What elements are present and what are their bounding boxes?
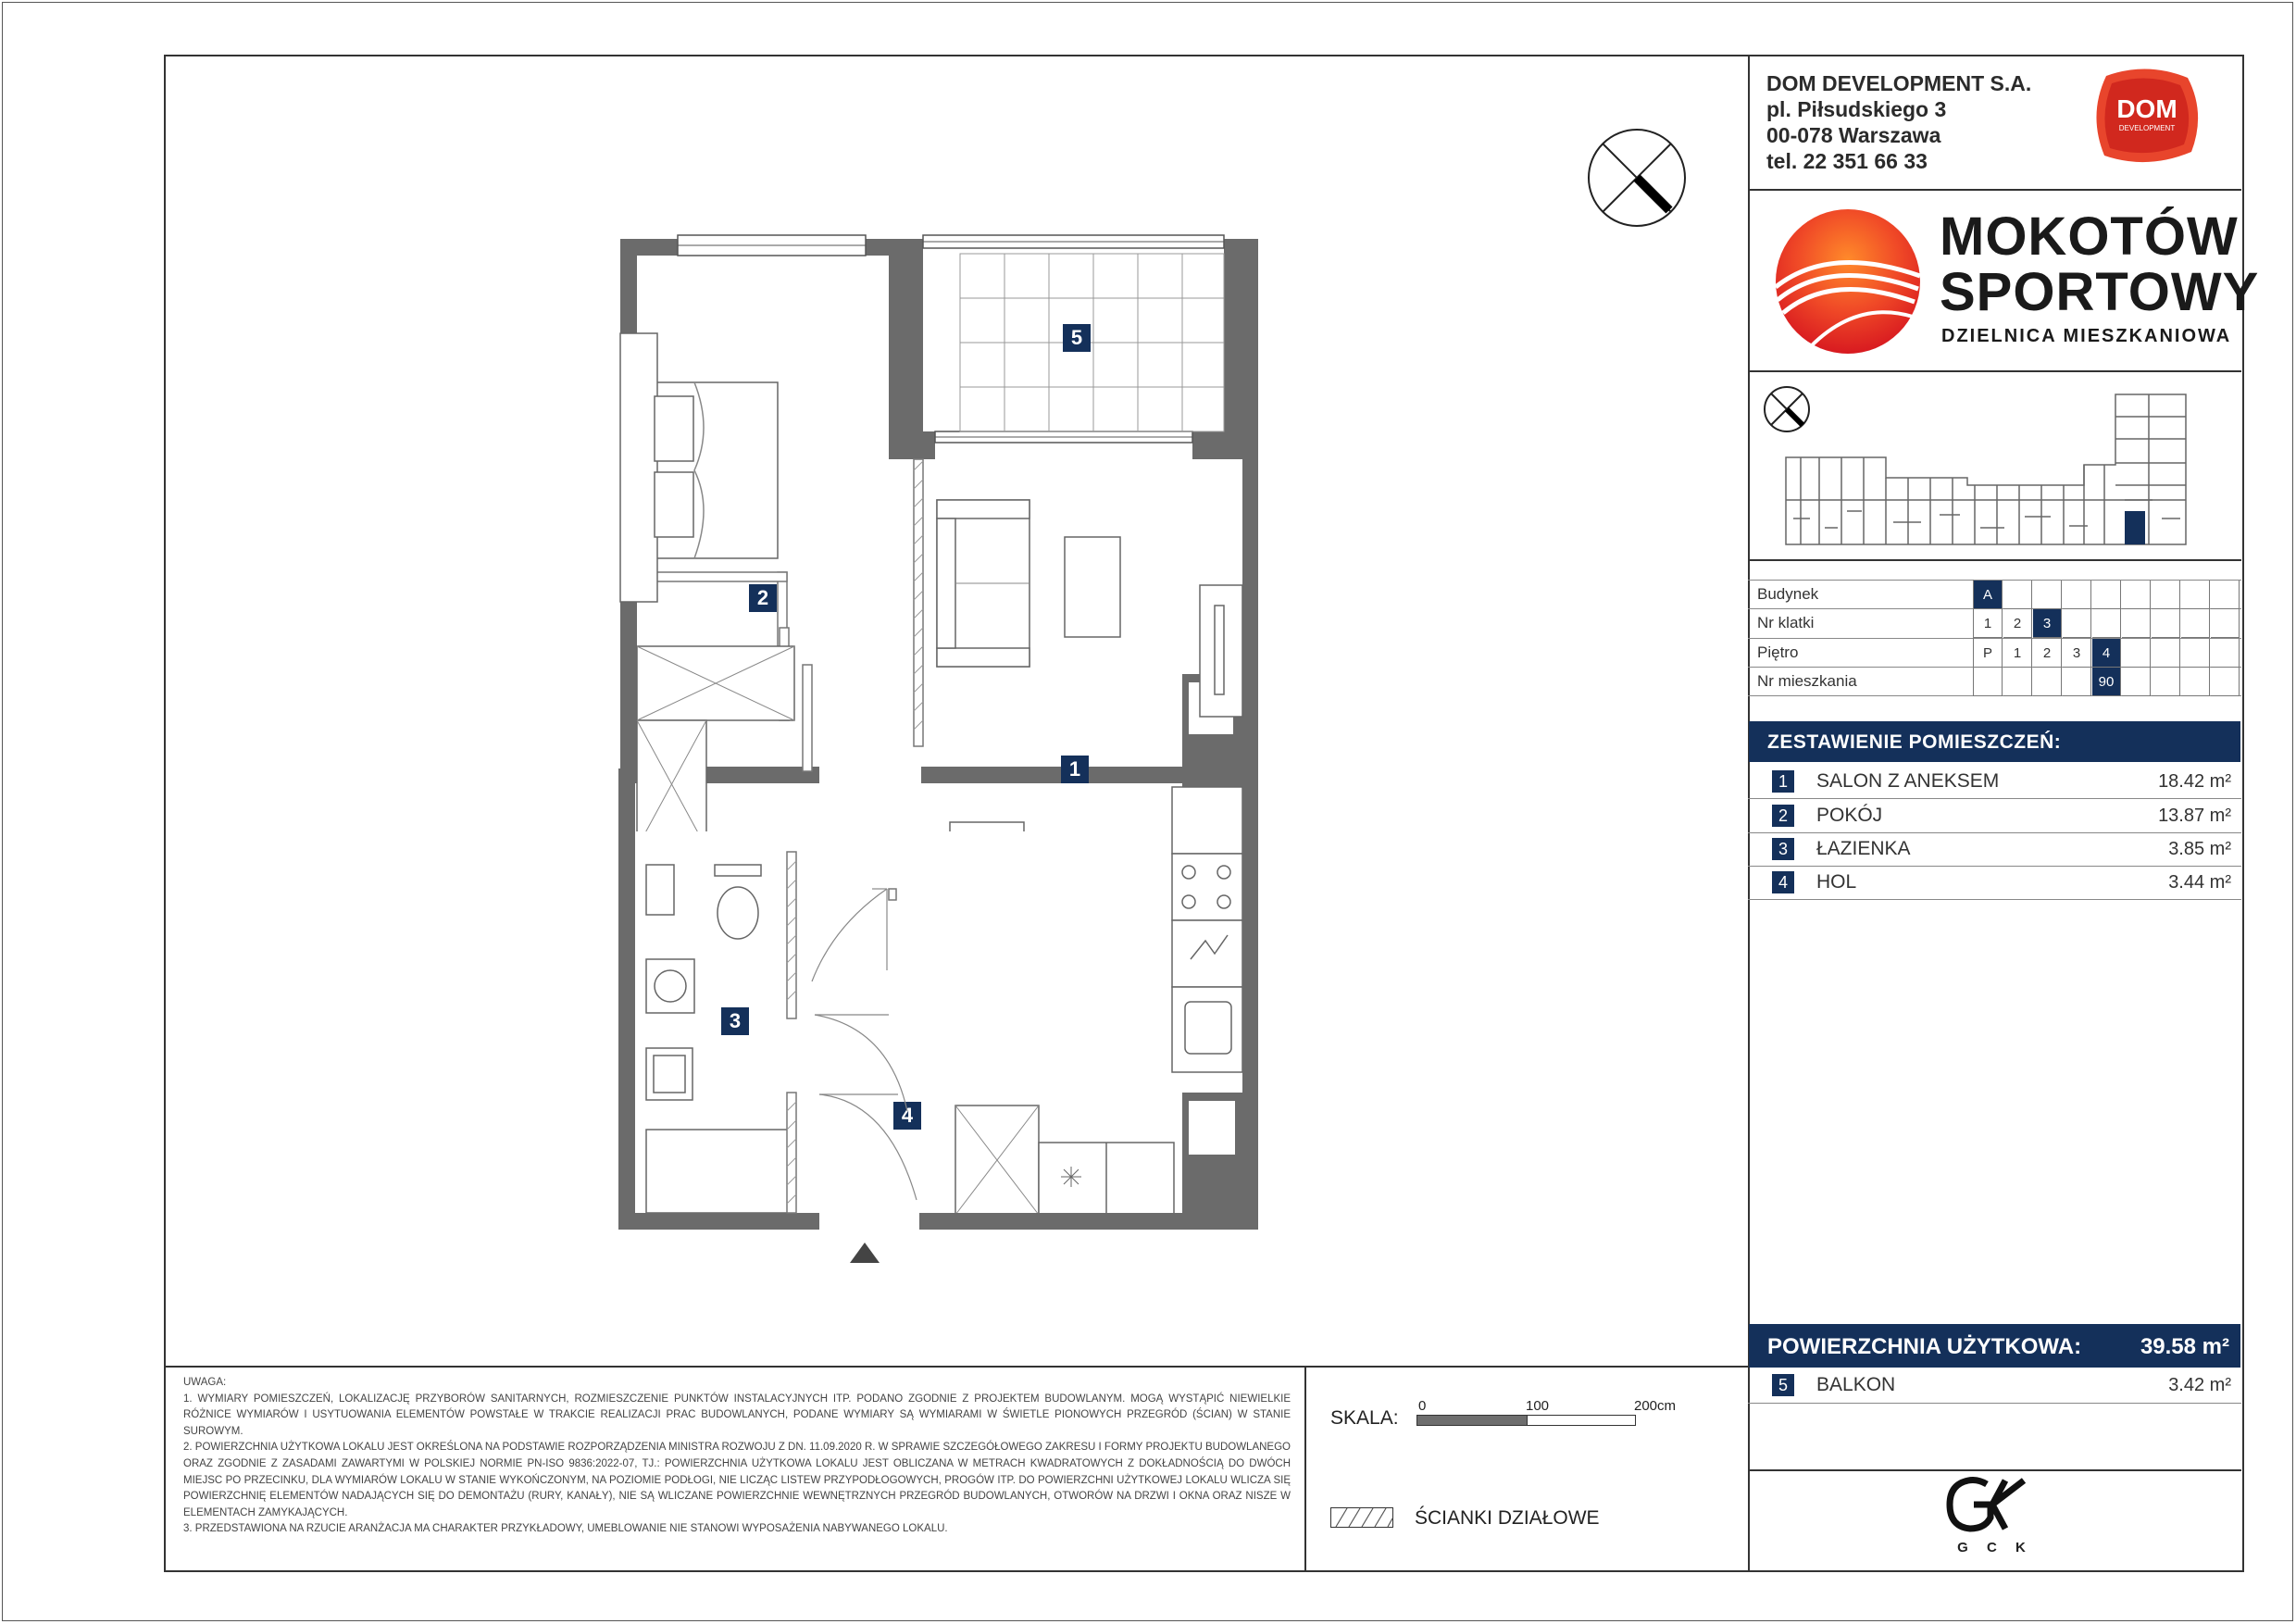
- scale-bar-filled: [1416, 1415, 1528, 1426]
- notes-block: [183, 1375, 1291, 1538]
- details-cell: [2211, 609, 2240, 638]
- dom-development-logo: [2088, 67, 2206, 167]
- details-cell: 2: [2033, 639, 2062, 668]
- scale-tick-0: 0: [1418, 1398, 1427, 1414]
- details-cell: [2122, 609, 2151, 638]
- table-line: [1973, 580, 1974, 696]
- room-3-number: 3: [1772, 838, 1794, 860]
- details-cell: [2152, 609, 2180, 638]
- total-area-bar: [1749, 1324, 2240, 1368]
- balcony-area: 3.42 m²: [2168, 1375, 2231, 1395]
- scale-divider: [1304, 1366, 1306, 1570]
- room-line: [1748, 1403, 2241, 1404]
- details-cell: [2033, 581, 2062, 609]
- partition-legend-label: ŚCIANKI DZIAŁOWE: [1415, 1507, 1600, 1529]
- details-cell: 3: [2063, 639, 2091, 668]
- room-2-number: 2: [1772, 805, 1794, 827]
- mokotow-logo-emblem: [1774, 207, 1922, 356]
- label-nr-klatki: Nr klatki: [1757, 614, 1815, 631]
- room-1-number: 1: [1772, 770, 1794, 793]
- scale-label: SKALA:: [1330, 1407, 1399, 1429]
- room-2-area: 13.87 m²: [2158, 806, 2231, 826]
- panel-line: [1748, 189, 2241, 191]
- project-name: [1940, 206, 2260, 322]
- company-info: [1766, 70, 2031, 174]
- details-cell: 1: [2003, 639, 2032, 668]
- details-cell: [2152, 639, 2180, 668]
- scale-tick-200: 200cm: [1634, 1398, 1677, 1414]
- total-area-label: POWIERZCHNIA UŻYTKOWA:: [1767, 1334, 2082, 1359]
- plan-tag-3: 3: [721, 1007, 749, 1035]
- building-key-plan: [1782, 389, 2190, 548]
- company-city: 00-078 Warszawa: [1766, 123, 1941, 147]
- plan-tag-5: 5: [1063, 324, 1091, 352]
- scale-bar-empty: [1527, 1415, 1636, 1426]
- details-cell: A: [1974, 581, 2003, 609]
- room-line: [1748, 798, 2241, 799]
- details-cell: [2033, 668, 2062, 696]
- scale-tick-100: 100: [1526, 1398, 1550, 1414]
- details-cell: [2092, 609, 2121, 638]
- label-pietro: Piętro: [1757, 643, 1799, 661]
- details-cell: [2181, 668, 2210, 696]
- notes-title: UWAGA:: [183, 1377, 227, 1388]
- details-cell: [2063, 668, 2091, 696]
- note-3: 3. PRZEDSTAWIONA NA RZUCIE ARANŻACJA MA CHARAKTER PRZYKŁADOWY, UMEBLOWANIE NIE STANOWI WYPOSAŻENIA NABYWANEGO LOKALU.: [183, 1523, 948, 1535]
- project-name-line1: MOKOTÓW: [1940, 206, 2239, 267]
- details-cell: [2122, 639, 2151, 668]
- room-2-name: POKÓJ: [1816, 805, 1883, 826]
- dom-logo-text: DOM: [2116, 94, 2177, 123]
- project-subtitle: DZIELNICA MIESZKANIOWA: [1941, 326, 2232, 346]
- gck-logo: [1944, 1477, 2046, 1560]
- total-area-value: 39.58 m²: [2140, 1334, 2229, 1359]
- details-cell: [2211, 581, 2240, 609]
- plan-tag-4: 4: [893, 1102, 921, 1130]
- details-cell: [2003, 668, 2032, 696]
- panel-line: [1748, 1469, 2241, 1471]
- label-nr-mieszkania: Nr mieszkania: [1757, 672, 1857, 690]
- details-cell: [2063, 609, 2091, 638]
- details-cell: [2152, 668, 2180, 696]
- company-street: pl. Piłsudskiego 3: [1766, 97, 1947, 121]
- details-cell: [2152, 581, 2180, 609]
- compass-icon: [1586, 127, 1688, 229]
- details-cell: [2181, 609, 2210, 638]
- partition-hatch-swatch: [1330, 1507, 1393, 1528]
- room-line: [1748, 866, 2241, 867]
- company-phone: tel. 22 351 66 33: [1766, 149, 1928, 173]
- dom-logo-subtext: DEVELOPMENT: [2118, 124, 2176, 132]
- details-cell: P: [1974, 639, 2003, 668]
- room-line: [1748, 832, 2241, 833]
- details-cell: 3: [2033, 609, 2062, 638]
- panel-line: [1748, 559, 2241, 561]
- room-1-area: 18.42 m²: [2158, 771, 2231, 792]
- floor-plan-lower: [611, 768, 1278, 1268]
- note-2: 2. POWIERZCHNIA UŻYTKOWA LOKALU JEST OKREŚLONA NA PODSTAWIE ROZPORZĄDZENIA MINISTRA ROZWOJU Z DN. 11.09.2020 R. W SPRAWIE SZCZEGÓŁOWEGO ZAKRESU I FORMY PROJEKTU BUDOWLANEGO ORAZ ZGODNIE Z ZASADAMI ZAWARTYMI W POLSKIEJ NORMIE PN-ISO 9836:2022-07, TJ.: POWIERZCHNIA UŻYTKOWA LOKALU JEST OBLICZANA W METRACH KWADRATOWYCH Z DOKŁADNOŚCIĄ DO DWÓCH MIEJSC PO PRZECINKU, DLA WYMIARÓW LOKALU W STANIE WYKOŃCZONYM, NA POZIOMIE PODŁOGI, NIE LICZĄC LISTEW PRZYPODŁOGOWYCH, PROGÓW ITP. DO POWIERZCHNI UŻYTKOWEJ LOKALU WLICZA SIĘ POWIERZCHNIĘ ELEMENTÓW NADAJĄCYCH SIĘ DO DEMONTAŻU (RURY, KANAŁY), NIE SĄ WLICZANE POWIERZCHNIE WEWNĘTRZNYCH PRZEGRÓD BUDOWLANYCH, OTWORÓW NA DRZWI I OKNA ORAZ NISZE W ELEMENTACH ZAMYKAJĄCYCH.: [183, 1442, 1291, 1518]
- plan-tag-2: 2: [749, 584, 777, 612]
- details-cell: [2211, 639, 2240, 668]
- details-cell: [2211, 668, 2240, 696]
- details-cell: [2092, 581, 2121, 609]
- details-cell: 90: [2092, 668, 2121, 696]
- rooms-header-bar: [1749, 721, 2240, 762]
- balcony-name: BALKON: [1816, 1374, 1896, 1395]
- note-1: 1. WYMIARY POMIESZCZEŃ, LOKALIZACJĘ PRZYBORÓW SANITARNYCH, ROZMIESZCZENIE PUNKTÓW INSTALACYJNYCH ITP. PODANO ZGODNIE Z PROJEKTEM BUDOWLANYM. MOGĄ WYSTĄPIĆ NIEWIELKIE RÓŻNICE WYMIARÓW I USYTUOWANIA ELEMENTÓW POWSTAŁE W TRAKCIE REALIZACJI PRAC BUDOWLANYCH, PODANE WYMIARY SĄ WYMIARAMI W ŚWIETLE PIONOWYCH PRZEGRÓD (ŚCIAN) W STANIE SUROWYM.: [183, 1393, 1291, 1437]
- rooms-header: ZESTAWIENIE POMIESZCZEŃ:: [1767, 731, 2062, 753]
- details-cell: [1974, 668, 2003, 696]
- room-line: [1748, 899, 2241, 900]
- details-cell: 2: [2003, 609, 2032, 638]
- balcony-number: 5: [1772, 1374, 1794, 1396]
- panel-line: [1748, 370, 2241, 372]
- details-cell: 4: [2092, 639, 2121, 668]
- plan-tag-1: 1: [1061, 756, 1089, 783]
- project-name-line2: SPORTOWY: [1940, 262, 2260, 322]
- room-4-number: 4: [1772, 871, 1794, 893]
- gck-letters: G C K: [1957, 1540, 2033, 1555]
- details-cell: [2122, 581, 2151, 609]
- room-4-name: HOL: [1816, 871, 1857, 893]
- company-name: DOM DEVELOPMENT S.A.: [1766, 71, 2032, 95]
- notes-divider: [164, 1366, 1749, 1368]
- details-cell: [2003, 581, 2032, 609]
- room-3-name: ŁAZIENKA: [1816, 838, 1911, 859]
- details-cell: 1: [1974, 609, 2003, 638]
- details-cell: [2122, 668, 2151, 696]
- details-cell: [2063, 581, 2091, 609]
- details-cell: [2181, 639, 2210, 668]
- label-budynek: Budynek: [1757, 585, 1819, 603]
- details-cell: [2181, 581, 2210, 609]
- room-3-area: 3.85 m²: [2168, 839, 2231, 859]
- room-1-name: SALON Z ANEKSEM: [1816, 770, 2000, 792]
- gck-logo-mark: [1944, 1477, 2046, 1534]
- room-4-area: 3.44 m²: [2168, 872, 2231, 893]
